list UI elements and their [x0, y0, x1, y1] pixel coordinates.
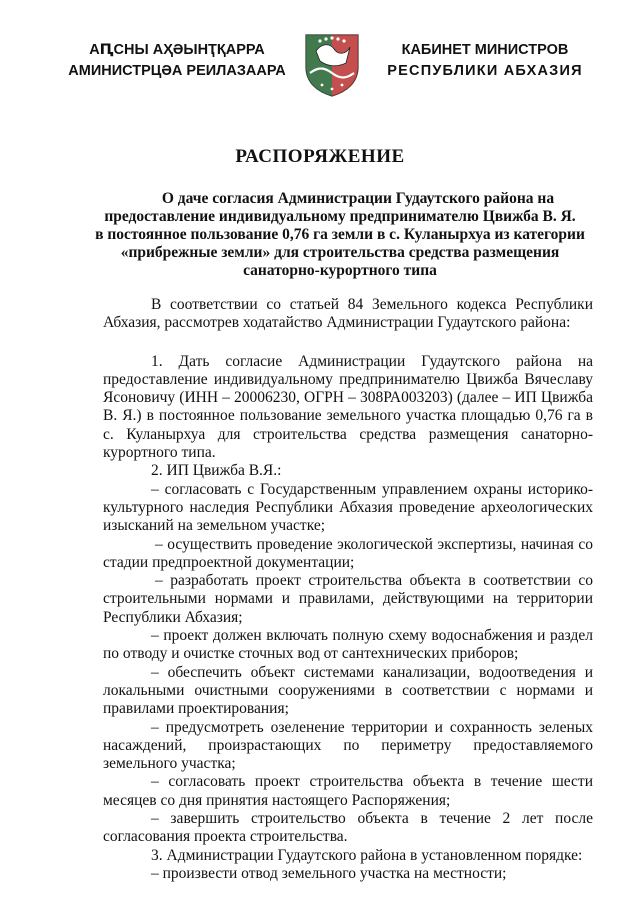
subject-line: О даче согласия Администрации Гудаутского района на: [161, 190, 555, 207]
item-1: 1. Дать согласие Администрации Гудаутского района на предоставление индивидуальному предпринимателю Цвижба Вячеславу Ясоновичу (ИНН – 20006230, ОГРН – 308РА003203) (далее – ИП Цвижба В. Я.) в постоянное пользование земельного участка площадью 0,76 га в с. Куланырхуа для строительства средства размещения санаторно-курортного типа.: [103, 352, 593, 462]
header-abkhaz-line1: АԤСНЫ АҲӘЫНҬҚАРРА: [89, 42, 265, 58]
item-2-sub: – предусмотреть озеленение территории и сохранность зеленых насаждений, произрастающих по периметру предоставляемого земельного участка;: [103, 718, 593, 773]
subject-line: предоставление индивидуальному предпринимателю Цвижба В. Я.: [104, 208, 576, 225]
document-subject: [90, 190, 590, 280]
document-title: РАСПОРЯЖЕНИЕ: [235, 146, 405, 167]
header-abkhaz-line2: АМИНИСТРЦӘА РЕИЛАЗААРА: [68, 63, 286, 79]
item-2-sub: – завершить строительство объекта в течение 2 лет после согласования проекта строительства.: [103, 810, 593, 846]
item-3-heading: 3. Администрации Гудаутского района в установленном порядке:: [151, 846, 583, 864]
preamble: В соответствии со статьей 84 Земельного кодекса Республики Абхазия, рассмотрев ходатайство Администрации Гудаутского района:: [103, 296, 593, 332]
header-russian: [375, 40, 595, 82]
item-2-sub: – обеспечить объект системами канализации, водоотведения и локальными очистными сооружениями в соответствии с нормами и правилами проектирования;: [103, 663, 593, 718]
item-2-sub: – осуществить проведение экологической экспертизы, начиная со стадии предпроектной документации;: [103, 535, 593, 571]
item-2-sub: – проект должен включать полную схему водоснабжения и раздел по отводу и очистке сточных вод от сантехнических приборов;: [103, 627, 593, 663]
item-2-heading: 2. ИП Цвижба В.Я.:: [151, 462, 282, 480]
item-2-sub: – согласовать проект строительства объекта в течение шести месяцев со дня принятия настоящего Распоряжения;: [103, 773, 593, 809]
coat-of-arms-icon: [302, 33, 362, 97]
item-3-sub: – произвести отвод земельного участка на местности;: [151, 864, 507, 882]
subject-line: в постоянное пользование 0,76 га земли в с. Куланырхуа из категории: [95, 226, 585, 243]
item-2-sub: – разработать проект строительства объекта в соответствии со строительными нормами и правилами, действующими на территории Республики Абхазия;: [103, 572, 593, 626]
header-abkhaz: [62, 40, 292, 82]
subject-line: «прибрежные земли» для строительства средства размещения: [120, 244, 560, 261]
header-russian-line1: КАБИНЕТ МИНИСТРОВ: [401, 42, 569, 58]
header-russian-line2: РЕСПУБЛИКИ АБХАЗИЯ: [387, 63, 583, 79]
subject-line: санаторно-курортного типа: [243, 262, 437, 279]
item-2-sub: – согласовать с Государственным управлением охраны историко-культурного наследия Республики Абхазия проведение археологических изысканий на земельном участке;: [103, 480, 593, 535]
document-body: [103, 296, 593, 883]
